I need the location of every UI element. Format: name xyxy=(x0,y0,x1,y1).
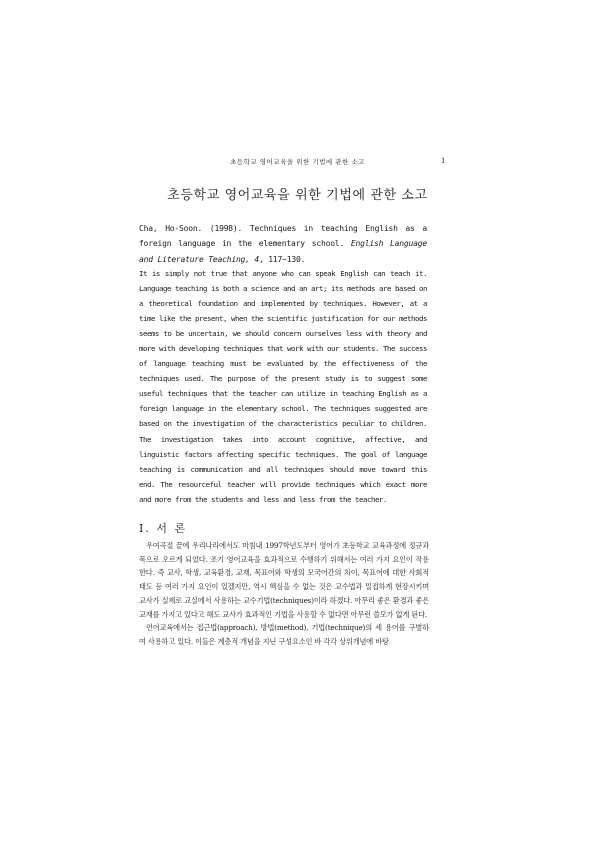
running-header: 초등학교 영어교육을 위한 기법에 관한 소고 xyxy=(230,158,365,166)
citation xyxy=(139,221,427,267)
citation-pages: , 117~130. xyxy=(259,254,306,264)
body-paragraph: 언어교육에서는 접근법(approach), 방법(method), 기법(technique)의 세 용어를 구별하여 사용하고 있다. 이들은 계층적 개념을 지닌 구성요소인 바 각각 상위개념에 바탕 xyxy=(139,623,429,646)
body-paragraph: 우여곡절 끝에 우리나라에서도 마침내 1997학년도부터 영어가 초등학교 교육과정에 정규과목으로 오르게 되었다. 조기 영어교육을 효과적으로 수행하기 위해서는 여러 가지 요인이 작용한다. 즉 교사, 학생, 교육환경, 교재, 목표어와 학생의 모국어간의 차이, 목표어에 대한 사회적 태도 등 여러 가지 요인이 있겠지만, 역시 핵심을 수 없는 것은 교수법과 밀접하게 현장시키며 교사가 실제로 교실에서 사용하는 교수기법(techniques)이라 하겠다. 아무리 좋은 환경과 좋은 교재를 가지고 있다고 해도 교사가 효과적인 기법을 사용할 수 없다면 아무런 쓸모가 없게 된다. xyxy=(139,541,429,619)
page-number: 1 xyxy=(441,157,446,165)
citation-author-year: Cha, Ho-Soon. (1998). xyxy=(139,224,250,233)
citation-journal: English Language and Literature Teaching, 4 xyxy=(139,239,427,264)
abstract: It is simply not true that anyone who can speak English can teach it. Language teaching is both a science and an art; its methods are based on a theoretical foundation and implemented by techniques. However, at a time like the present, when the scientific justification for our methods seems to be uncertain, we should concern ourselves less with theory and more with developing techniques that work with our students. The success of language teaching must be evaluated by the effectiveness of the techniques used. The purpose of the present study is to suggest some useful techniques that the teacher can utilize in teaching English as a foreign language in the elementary school. The techniques suggested are based on the investigation of the characteristics peculiar to children. The investigation takes into account cognitive, affective, and linguistic factors affecting specific techniques. The goal of language teaching is communication and all techniques should move toward this end. The resourceful teacher will provide techniques which exact more and more from the students and less and less from the teacher. xyxy=(139,269,427,504)
citation-article-title: Techniques in teaching English as a foreign language in the elementary school. xyxy=(139,224,428,249)
body-text xyxy=(139,539,429,649)
paper-title: 초등학교 영어교육을 위한 기법에 관한 소고 xyxy=(167,188,428,203)
section-heading: Ⅰ. 서 론 xyxy=(139,522,188,535)
